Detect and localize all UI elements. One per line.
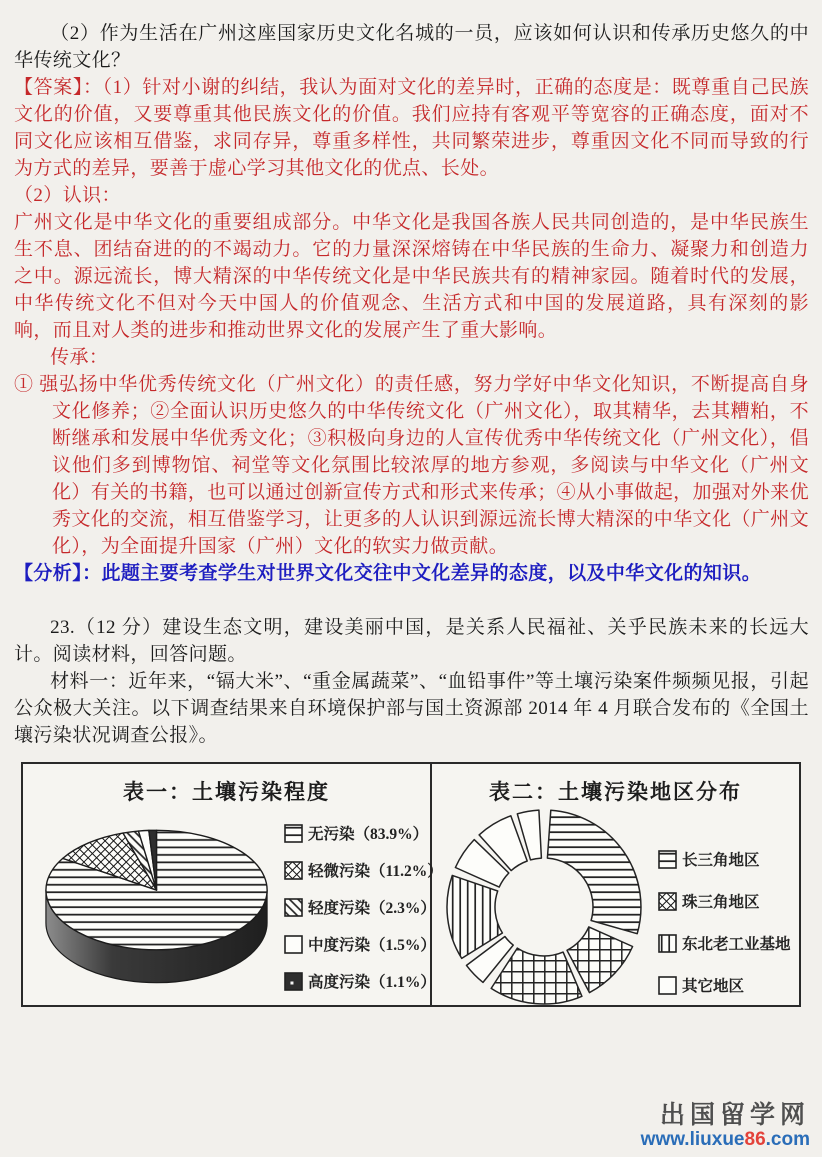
legend-swatch-vlines-icon [658,934,677,953]
chart-panel-pollution-degree [23,764,443,1005]
legend-label: 东北老工业基地 [682,936,791,953]
donut-chart-pollution-regions [434,806,658,1010]
legend-label: 中度污染（1.5%） [308,937,436,954]
chart-panel-pollution-regions [432,764,799,1005]
answer-part2-heading: （2）认识： [14,185,121,206]
legend-item [284,822,430,844]
legend-item [284,933,436,955]
answer-paragraph-1: 【答案】：（1）针对小谢的纠结，我认为面对文化的差异时，正确的态度是：既尊重自己民族文化的价值，又要尊重其他民族文化的价值。我们应持有客观平等宽容的正确态度，面对不同文化应该相互借鉴，求同存异，尊重多样性，共同繁荣进步，尊重因文化不同而导致的行为方式的差异，要善于虚心学习其他文化的优点、长处。 [14,77,809,179]
question-2-text: （2）作为生活在广州这座国家历史文化名城的一员，应该如何认识和传承历史悠久的中华传统文化？ [14,23,809,71]
legend-label: 无污染（83.9%） [308,826,429,843]
legend-item [658,932,796,954]
chart2-title: 表二：土壤污染地区分布 [489,780,742,804]
legend-swatch-plain-icon [658,976,677,995]
legend-item [284,896,436,918]
legend-item [284,859,443,881]
legend-swatch-dark-icon [284,972,303,991]
answer-understanding-text: 广州文化是中华文化的重要组成部分。中华文化是我国各族人民共同创造的，是中华民族生生不息、团结奋进的的不竭动力。它的力量深深熔铸在中华民族的生命力、凝聚力和创造力之中。源远流长，博大精深的中华传统文化是中华民族共有的精神家园。随着时代的发展，中华传统文化不但对今天中国人的价值观念、生活方式和中国的发展道路，具有深刻的影响，而且对人类的进步和推动世界文化的发展产生了重大影响。 [14,212,809,341]
chart2-legend [658,806,796,1016]
answer-inherit-heading: 传承： [50,347,109,368]
legend-swatch-hlines-icon [284,824,303,843]
legend-item [658,974,796,996]
legend-swatch-check-icon [658,892,677,911]
legend-swatch-plain-icon [284,935,303,954]
legend-swatch-diag-icon [284,898,303,917]
watermark-url-number: 86 [744,1128,766,1150]
legend-label: 轻微污染（11.2%） [308,863,443,880]
legend-item [658,848,796,870]
watermark-url-prefix: www.liuxue [640,1128,745,1150]
chart1-legend [284,806,443,1007]
legend-label: 高度污染（1.1%） [308,974,436,991]
legend-item [284,970,436,992]
donut-segment-0 [547,810,641,934]
legend-swatch-check-icon [284,861,303,880]
watermark-url-suffix: .com [765,1128,810,1150]
watermark-url [641,1130,810,1151]
answer-inherit-points: ① 强弘扬中华优秀传统文化（广州文化）的责任感，努力学好中华文化知识，不断提高自身文化修养；②全面认识历史悠久的中华传统文化（广州文化），取其精华，去其糟粕，不断继承和发展中华优秀文化；③积极向身边的人宣传优秀中华传统文化（广州文化），倡议他们多到博物馆、祠堂等文化氛围比较浓厚的地方参观，多阅读与中华文化（广州文化）有关的书籍，也可以通过创新宣传方式和形式来传承；④从小事做起，加强对外来优秀文化的交流，相互借鉴学习，让更多的人认识到源远流长博大精深的中华文化（广州文化），为全面提升国家（广州）文化的软实力做贡献。 [14,374,809,557]
legend-swatch-hlines-icon [658,850,677,869]
legend-label: 轻度污染（2.3%） [308,900,436,917]
watermark-site-name: 出国留学网 [659,1101,810,1129]
analysis-paragraph: 【分析】：此题主要考查学生对世界文化交往中文化差异的态度，以及中华文化的知识。 [14,563,762,584]
legend-label: 其它地区 [682,978,745,995]
chart1-title: 表一：土壤污染程度 [123,780,330,804]
pie-chart-pollution-degree [29,806,284,998]
pollution-charts-figure [21,762,801,1007]
legend-item [658,890,796,912]
material-1-text: 材料一：近年来，“镉大米”、“重金属蔬菜”、“血铅事件”等土壤污染案件频频见报，引起公众极大关注。以下调查结果来自环境保护部与国土资源部 2014 年 4 月联合发布的《全国土壤污染状况调查公报》。 [14,671,809,746]
watermark [641,1102,810,1150]
question-23-text: 23.（12 分）建设生态文明，建设美丽中国，是关系人民福祉、关乎民族未来的长远大计。阅读材料，回答问题。 [14,617,809,665]
legend-label: 珠三角地区 [682,894,760,911]
legend-label: 长三角地区 [682,852,760,869]
